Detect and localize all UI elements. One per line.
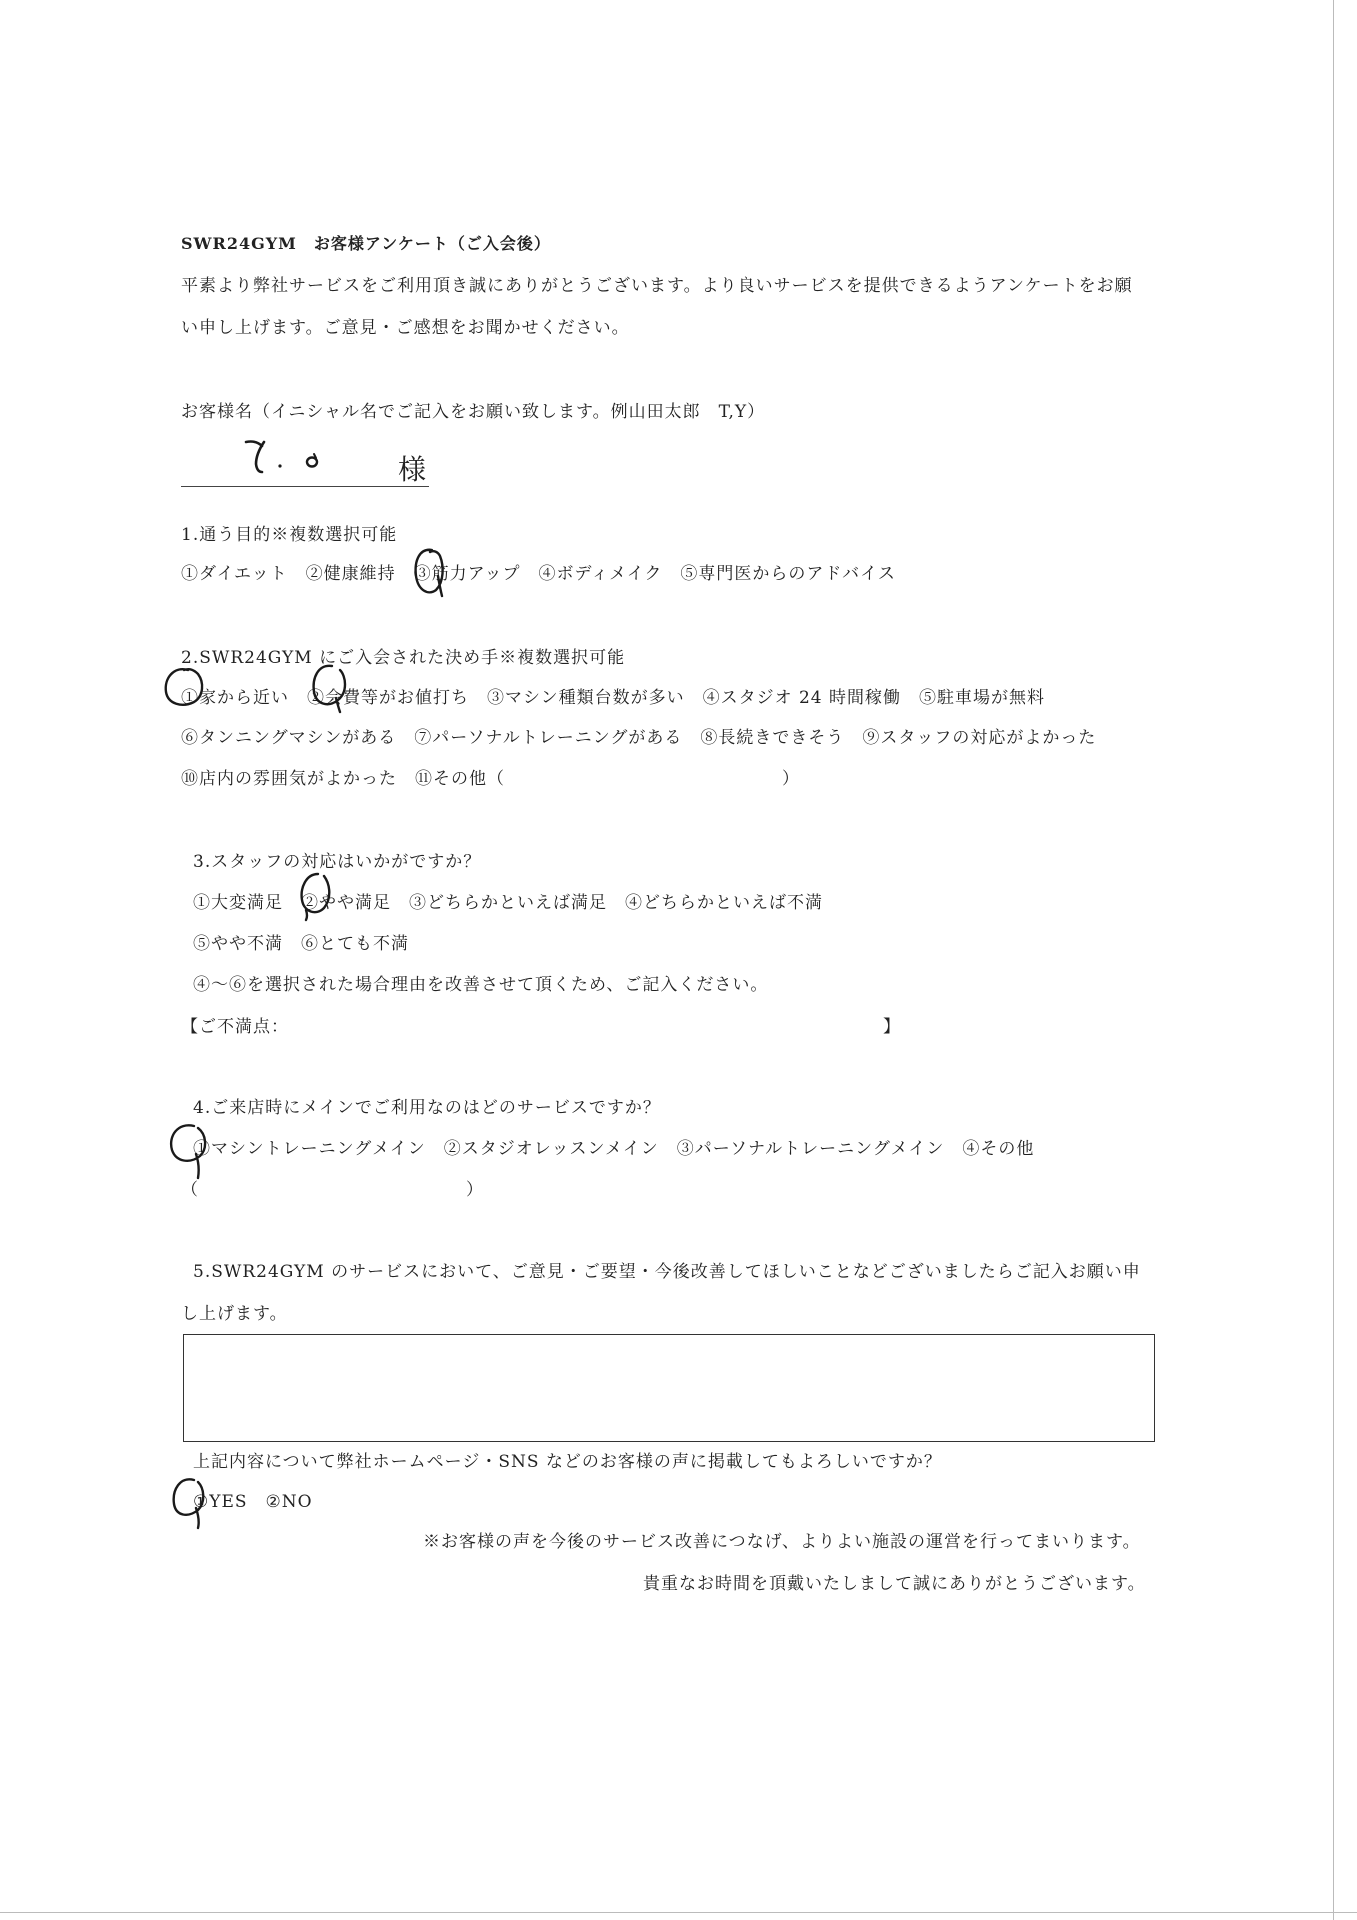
q2-other-close: ）	[782, 769, 800, 789]
intro-line-1: 平素より弊社サービスをご利用頂き誠にありがとうございます。より良いサービスを提供できるようアンケートをお願	[181, 276, 1133, 296]
q1-options[interactable]: ①ダイエット ②健康維持 ③筋力アップ ④ボディメイク ⑤専門医からのアドバイス	[181, 564, 896, 584]
q5-answer-box[interactable]	[183, 1334, 1155, 1442]
q2-options-line-1[interactable]: ①家から近い ②会費等がお値打ち ③マシン種類台数が多い ④スタジオ 24 時間稼働 ⑤駐車場が無料	[181, 688, 1046, 708]
q2-options-line-2[interactable]: ⑥タンニングマシンがある ⑦パーソナルトレーニングがある ⑧長続きできそう ⑨スタッフの対応がよかった	[181, 728, 1097, 748]
handwritten-name-ink	[240, 432, 340, 482]
q2-options-line-3[interactable]	[181, 769, 505, 789]
q4-title: 4.ご来店時にメインでご利用なのはどのサービスですか？	[193, 1098, 661, 1118]
q4-options[interactable]: ①マシントレーニングメイン ②スタジオレッスンメイン ③パーソナルトレーニングメイン ④その他	[193, 1139, 1035, 1159]
name-suffix: 様	[398, 453, 428, 486]
intro-line-2: い申し上げます。ご意見・ご感想をお聞かせください。	[181, 318, 630, 338]
q1-circle-mark	[410, 546, 450, 598]
q3-complaint-close: 】	[883, 1017, 901, 1037]
name-underline	[181, 486, 429, 487]
publish-question: 上記内容について弊社ホームページ・SNS などのお客様の声に掲載してもよろしいですか？	[193, 1452, 942, 1472]
q2-circle-mark-1	[160, 664, 210, 710]
publish-options[interactable]: ①YES ②NO	[193, 1492, 313, 1512]
q3-title: 3.スタッフの対応はいかがですか？	[193, 852, 482, 872]
q4-other-close: ）	[466, 1180, 484, 1200]
scan-edge-right	[1333, 0, 1334, 1920]
q5-title-line-1: 5.SWR24GYM のサービスにおいて、ご意見・ご要望・今後改善してほしいことなどございましたらご記入お願い申	[193, 1262, 1141, 1282]
publish-circle-mark	[166, 1474, 212, 1530]
scan-edge-bottom	[0, 1912, 1357, 1913]
q3-instruction: ④〜⑥を選択された場合理由を改善させて頂くため、ご記入ください。	[193, 975, 769, 995]
q3-complaint-open[interactable]: 【ご不満点：	[181, 1017, 289, 1037]
q3-circle-mark	[296, 870, 336, 920]
q1-title: 1.通う目的※複数選択可能	[181, 525, 398, 545]
q4-other-open[interactable]: （	[181, 1180, 199, 1200]
q2-other-label: ⑩店内の雰囲気がよかった ⑪その他（	[181, 769, 505, 789]
q2-circle-mark-2	[306, 662, 354, 712]
closing-line-1: ※お客様の声を今後のサービス改善につなげ、よりよい施設の運営を行ってまいります。	[423, 1532, 1141, 1552]
q3-options-line-1[interactable]: ①大変満足 ②やや満足 ③どちらかといえば満足 ④どちらかといえば不満	[193, 893, 823, 913]
name-label: お客様名（イニシャル名でご記入をお願い致します。例山田太郎 T,Y）	[181, 402, 766, 422]
survey-title: SWR24GYM お客様アンケート（ご入会後）	[181, 234, 551, 253]
closing-line-2: 貴重なお時間を頂戴いたしまして誠にありがとうございます。	[643, 1574, 1146, 1594]
q5-title-line-2: し上げます。	[181, 1304, 288, 1324]
q2-title: 2.SWR24GYM にご入会された決め手※複数選択可能	[181, 648, 626, 668]
q3-options-line-2[interactable]: ⑤やや不満 ⑥とても不満	[193, 934, 409, 954]
q4-circle-mark	[164, 1120, 214, 1180]
